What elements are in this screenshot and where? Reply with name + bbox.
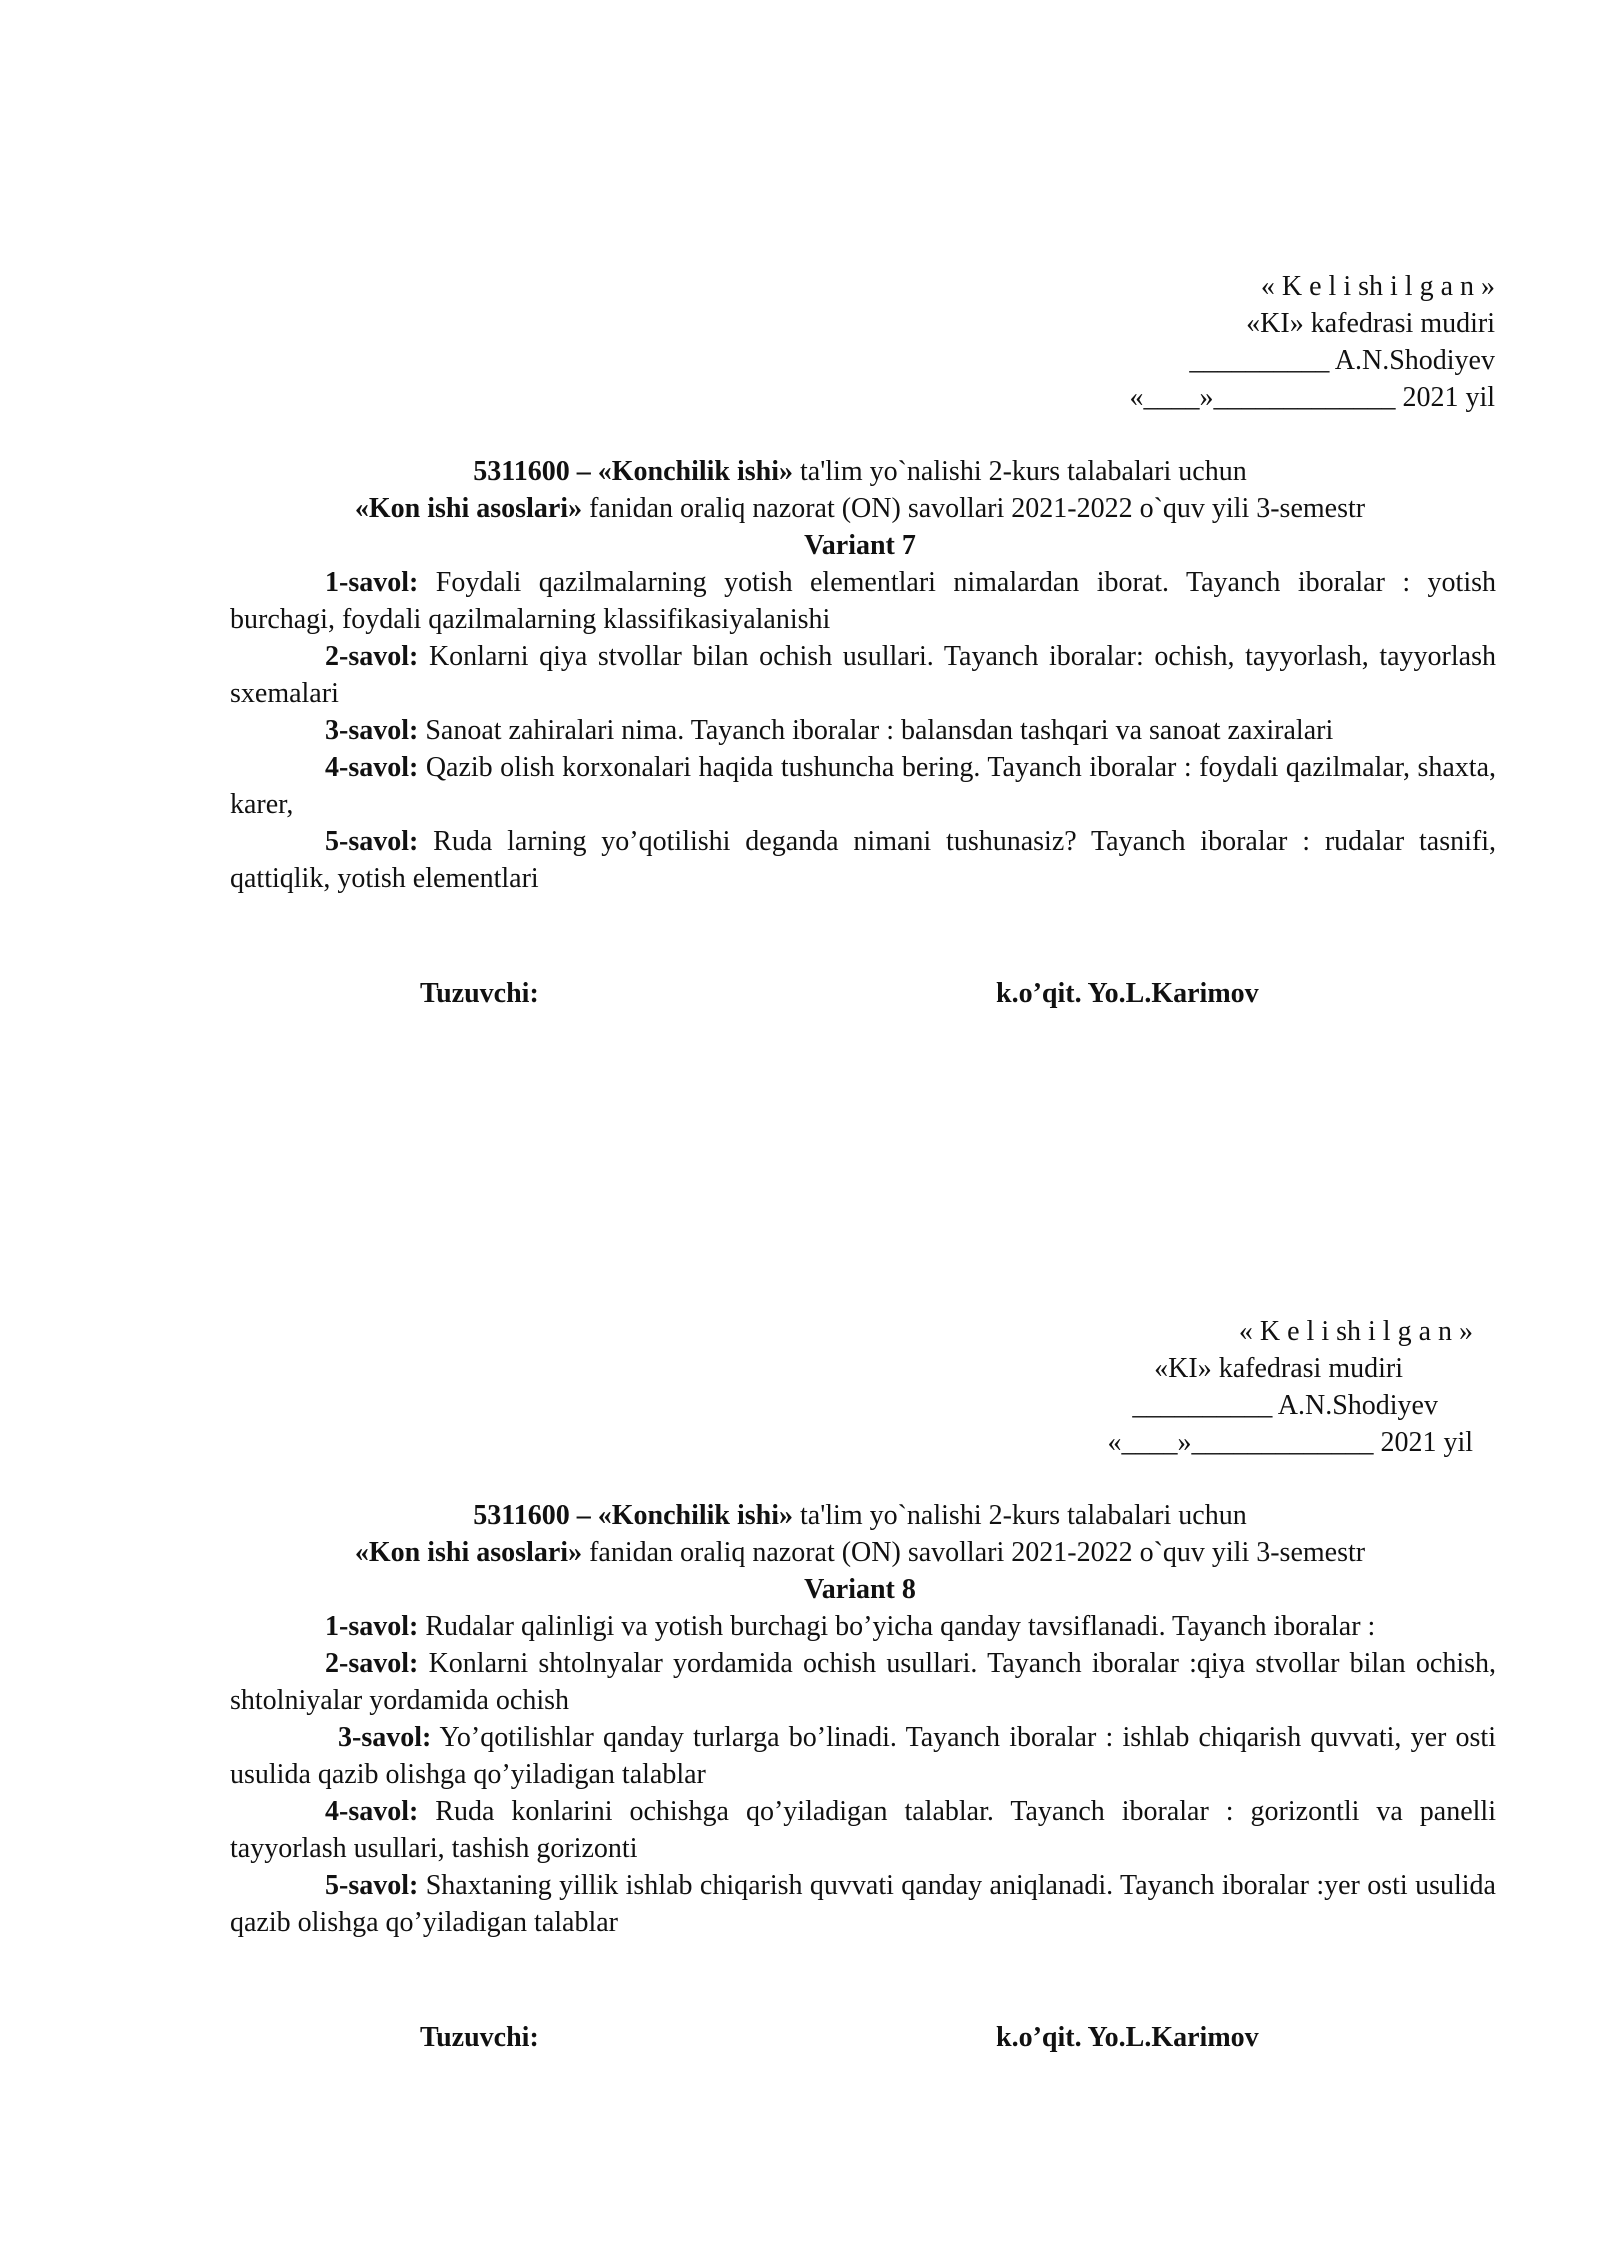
question-label: 2-savol: [325, 1648, 419, 1679]
heading-block-2 [230, 1497, 1490, 1608]
question-item [230, 1867, 1496, 1941]
approval-block-2 [1107, 1313, 1473, 1461]
signature-name-1: k.o’qit. Yo.L.Karimov [996, 978, 1259, 1009]
program-text: ta'lim yo`nalishi 2-kurs talabalari uchun [793, 456, 1247, 487]
heading-line-2 [230, 1534, 1490, 1571]
signature-label-1: Tuzuvchi: [420, 978, 539, 1009]
question-label: 1-savol: [325, 567, 419, 598]
program-text: ta'lim yo`nalishi 2-kurs talabalari uchun [793, 1500, 1247, 1531]
subject-name: «Kon ishi asoslari» [354, 493, 583, 524]
approval-position: «KI» kafedrasi mudiri [1246, 308, 1495, 339]
question-label: 4-savol: [325, 1796, 419, 1827]
question-label: 1-savol: [325, 1611, 419, 1642]
program-code: 5311600 – «Konchilik ishi» [473, 1500, 794, 1531]
question-label: 3-savol: [325, 715, 419, 746]
subject-text: fanidan oraliq nazorat (ON) savollari 2021-2022 o`quv yili 3-semestr [582, 493, 1366, 524]
question-text: Ruda larning yo’qotilishi deganda nimani tushunasiz? Tayanch iboralar : rudalar tasnifi, qattiqlik, yotish elementlari [230, 826, 1496, 894]
subject-text: fanidan oraliq nazorat (ON) savollari 2021-2022 o`quv yili 3-semestr [582, 1537, 1366, 1568]
approval-title: « K e l i sh i l g a n » [1238, 1316, 1473, 1347]
program-code: 5311600 – «Konchilik ishi» [473, 456, 794, 487]
question-text: Konlarni shtolnyalar yordamida ochish usullari. Tayanch iboralar :qiya stvollar bilan ochish, shtolniyalar yordamida ochish [230, 1648, 1496, 1716]
question-text: Yo’qotilishlar qanday turlarga bo’linadi. Tayanch iboralar : ishlab chiqarish quvvati, yer osti usulida qazib olishga qo’yiladigan talablar [230, 1722, 1496, 1790]
question-text: Qazib olish korxonalari haqida tushuncha bering. Tayanch iboralar : foydali qazilmalar, shaxta, karer, [230, 752, 1496, 820]
question-item [230, 564, 1496, 638]
question-text: Ruda konlarini ochishga qo’yiladigan talablar. Tayanch iboralar : gorizontli va panelli tayyorlash usullari, tashish gorizonti [230, 1796, 1496, 1864]
question-text: Rudalar qalinligi va yotish burchagi bo’yicha qanday tavsiflanadi. Tayanch iboralar : [418, 1611, 1376, 1642]
question-item [230, 823, 1496, 897]
questions-block-1 [230, 564, 1496, 897]
approval-title: « K e l i sh i l g a n » [1260, 271, 1495, 302]
approval-signature-line: __________ A.N.Shodiyev [1132, 1390, 1438, 1421]
variant-title: Variant 8 [804, 1574, 916, 1605]
signature-name-2: k.o’qit. Yo.L.Karimov [996, 2022, 1259, 2053]
heading-line-1 [230, 453, 1490, 490]
question-item [230, 1719, 1496, 1793]
approval-signature-line: __________ A.N.Shodiyev [1189, 345, 1495, 376]
question-item [230, 638, 1496, 712]
question-label: 4-savol: [325, 752, 419, 783]
question-item [230, 1645, 1496, 1719]
approval-date-line: «____»_____________ 2021 yil [1107, 1427, 1473, 1458]
question-label: 2-savol: [325, 641, 419, 672]
variant-title: Variant 7 [804, 530, 916, 561]
heading-line-1 [230, 1497, 1490, 1534]
question-item [230, 1608, 1496, 1645]
question-text: Shaxtaning yillik ishlab chiqarish quvvati qanday aniqlanadi. Tayanch iboralar :yer osti usulida qazib olishga qo’yiladigan talablar [230, 1870, 1496, 1938]
question-text: Konlarni qiya stvollar bilan ochish usullari. Tayanch iboralar: ochish, tayyorlash, tayyorlash sxemalari [230, 641, 1496, 709]
heading-block-1 [230, 453, 1490, 564]
question-label: 5-savol: [325, 826, 419, 857]
approval-block-1 [1129, 268, 1495, 416]
question-text: Foydali qazilmalarning yotish elementlari nimalardan iborat. Tayanch iboralar : yotish burchagi, foydali qazilmalarning klassifikasiyalanishi [230, 567, 1496, 635]
question-label: 5-savol: [325, 1870, 419, 1901]
approval-date-line: «____»_____________ 2021 yil [1129, 382, 1495, 413]
question-item [230, 712, 1496, 749]
heading-line-2 [230, 490, 1490, 527]
signature-label-2: Tuzuvchi: [420, 2022, 539, 2053]
subject-name: «Kon ishi asoslari» [354, 1537, 583, 1568]
question-text: Sanoat zahiralari nima. Tayanch iboralar : balansdan tashqari va sanoat zaxiralari [418, 715, 1334, 746]
question-label: 3-savol: [338, 1722, 432, 1753]
question-item [230, 749, 1496, 823]
approval-position: «KI» kafedrasi mudiri [1154, 1353, 1403, 1384]
question-item [230, 1793, 1496, 1867]
questions-block-2 [230, 1608, 1496, 1941]
